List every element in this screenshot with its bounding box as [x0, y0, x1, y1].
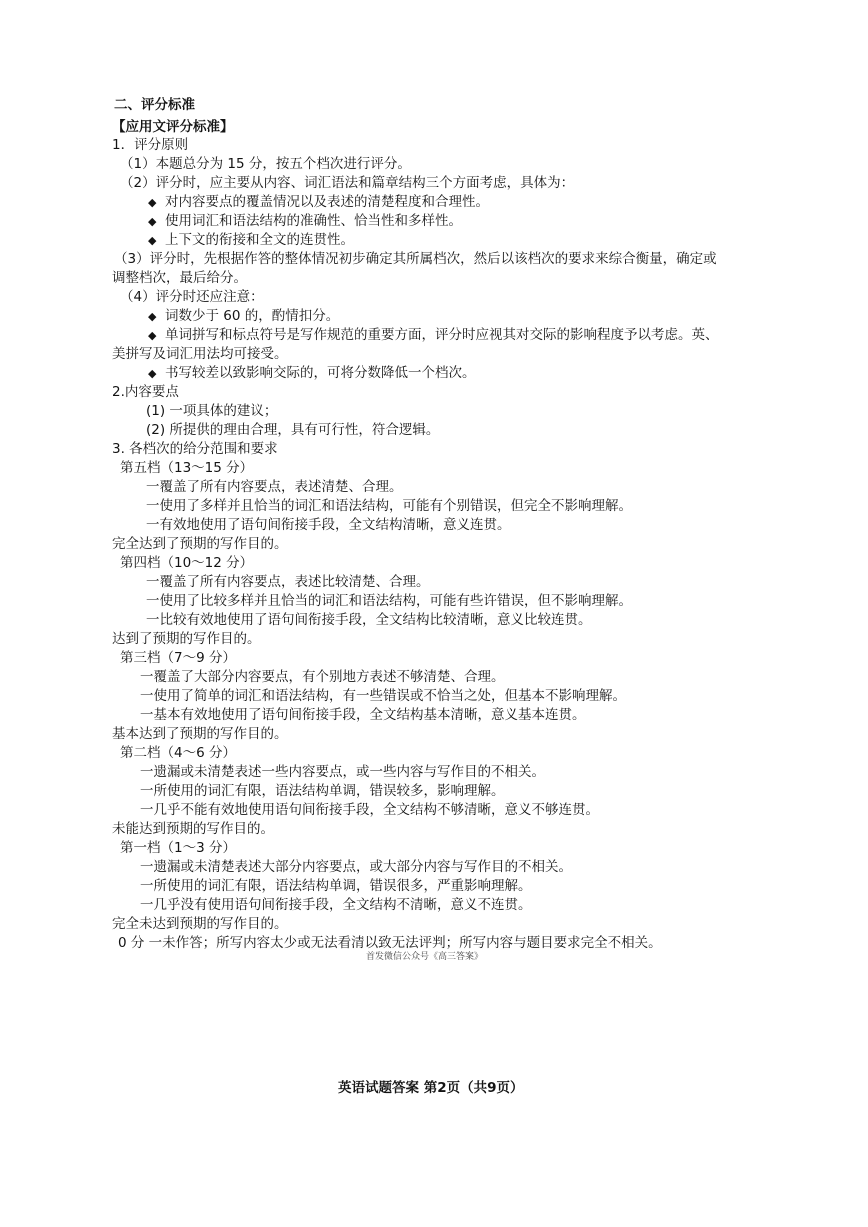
- principle-2: （2）评分时，应主要从内容、词汇语法和篇章结构三个方面考虑，具体为：: [120, 175, 575, 191]
- band-5-conclusion: 完全达到了预期的写作目的。: [112, 536, 288, 552]
- band-3-criterion-1: 一覆盖了大部分内容要点，有个别地方表述不够清楚、合理。: [140, 669, 505, 685]
- principle-4-bullet-3: ◆ 书写较差以致影响交际的，可将分数降低一个档次。: [148, 364, 476, 383]
- band-0-description: 0 分 一未作答；所写内容太少或无法看清以致无法评判；所写内容与题目要求完全不相关。: [118, 935, 662, 951]
- band-4-criterion-2: 一使用了比较多样并且恰当的词汇和语法结构，可能有些许错误，但不影响理解。: [146, 593, 632, 609]
- band-5-title: 第五档（13～15 分）: [120, 460, 254, 476]
- band-5-criterion-3: 一有效地使用了语句间衔接手段，全文结构清晰，意义连贯。: [146, 517, 511, 533]
- principle-2-bullet-1: ◆ 对内容要点的覆盖情况以及表述的清楚程度和合理性。: [148, 193, 489, 212]
- page-footer: 英语试题答案 第2页（共9页）: [338, 1080, 524, 1096]
- band-4-conclusion: 达到了预期的写作目的。: [112, 631, 261, 647]
- content-points-heading: 2.内容要点: [112, 384, 179, 400]
- band-4-criterion-3: 一比较有效地使用了语句间衔接手段，全文结构比较清晰，意义比较连贯。: [146, 612, 592, 628]
- band-3-criterion-3: 一基本有效地使用了语句间衔接手段，全文结构基本清晰，意义基本连贯。: [140, 707, 586, 723]
- band-1-criterion-2: 一所使用的词汇有限，语法结构单调，错误很多，严重影响理解。: [140, 878, 532, 894]
- band-4-title: 第四档（10～12 分）: [120, 555, 254, 571]
- band-1-conclusion: 完全未达到预期的写作目的。: [112, 916, 288, 932]
- subsection-title: 【应用文评分标准】: [112, 119, 234, 135]
- band-3-title: 第三档（7～9 分）: [120, 650, 236, 666]
- band-4-criterion-1: 一覆盖了所有内容要点，表述比较清楚、合理。: [146, 574, 430, 590]
- band-2-conclusion: 未能达到预期的写作目的。: [112, 821, 274, 837]
- principle-4-bullet-1: ◆ 词数少于 60 的，酌情扣分。: [148, 307, 339, 326]
- principle-2-bullet-3: ◆ 上下文的衔接和全文的连贯性。: [148, 231, 354, 250]
- band-5-criterion-1: 一覆盖了所有内容要点，表述清楚、合理。: [146, 479, 403, 495]
- watermark-note: 首发微信公众号《高三答案》: [366, 952, 484, 962]
- band-2-criterion-2: 一所使用的词汇有限，语法结构单调，错误较多，影响理解。: [140, 783, 505, 799]
- principle-1: （1）本题总分为 15 分，按五个档次进行评分。: [120, 156, 411, 172]
- band-1-title: 第一档（1～3 分）: [120, 840, 236, 856]
- principle-3-line-2: 调整档次，最后给分。: [112, 270, 247, 286]
- band-2-criterion-1: 一遗漏或未清楚表述一些内容要点，或一些内容与写作目的不相关。: [140, 764, 545, 780]
- principle-4-bullet-2-line-1: ◆ 单词拼写和标点符号是写作规范的重要方面，评分时应视其对交际的影响程度予以考虑。英、: [148, 326, 719, 345]
- principle-2-bullet-2: ◆ 使用词汇和语法结构的准确性、恰当性和多样性。: [148, 212, 462, 231]
- principle-3-line-1: （3）评分时，先根据作答的整体情况初步确定其所属档次，然后以该档次的要求来综合衡量，确定或: [114, 251, 717, 267]
- section-title: 二、评分标准: [114, 97, 195, 113]
- content-point-1: (1) 一项具体的建议；: [146, 403, 278, 419]
- band-5-criterion-2: 一使用了多样并且恰当的词汇和语法结构，可能有个别错误，但完全不影响理解。: [146, 498, 632, 514]
- band-1-criterion-3: 一几乎没有使用语句间衔接手段，全文结构不清晰，意义不连贯。: [140, 897, 532, 913]
- principle-4-bullet-2-line-2: 美拼写及词汇用法均可接受。: [112, 346, 288, 362]
- band-2-title: 第二档（4～6 分）: [120, 745, 236, 761]
- band-3-conclusion: 基本达到了预期的写作目的。: [112, 726, 288, 742]
- principles-heading: 1．评分原则: [112, 137, 189, 153]
- band-1-criterion-1: 一遗漏或未清楚表述大部分内容要点，或大部分内容与写作目的不相关。: [140, 859, 572, 875]
- bands-heading: 3. 各档次的给分范围和要求: [112, 441, 278, 457]
- band-3-criterion-2: 一使用了简单的词汇和语法结构，有一些错误或不恰当之处，但基本不影响理解。: [140, 688, 626, 704]
- band-2-criterion-3: 一几乎不能有效地使用语句间衔接手段，全文结构不够清晰，意义不够连贯。: [140, 802, 599, 818]
- principle-4: （4）评分时还应注意：: [120, 289, 264, 305]
- content-point-2: (2) 所提供的理由合理，具有可行性，符合逻辑。: [146, 422, 440, 438]
